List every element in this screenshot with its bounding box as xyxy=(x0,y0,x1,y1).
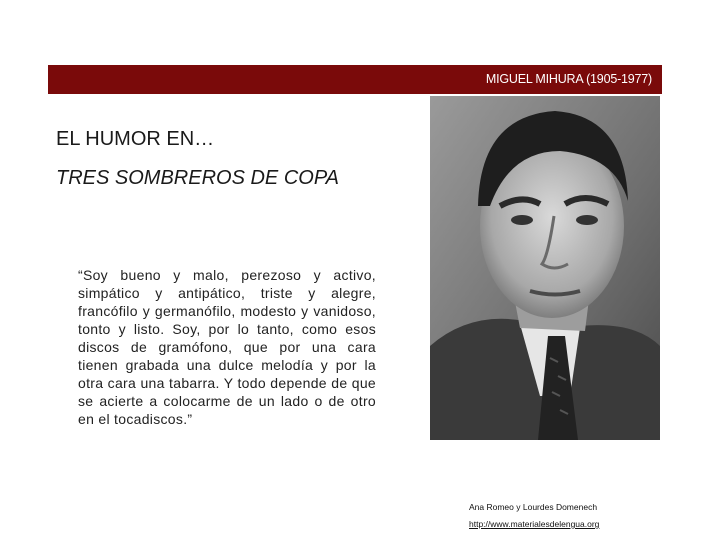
website-link[interactable]: http://www.materialesdelengua.org xyxy=(469,519,600,529)
author-quote: “Soy bueno y malo, perezoso y activo, simpático y antipático, triste y alegre, francófilo y germanófilo, modesto y vanidoso, tonto y listo. Soy, por lo tanto, como esos discos de gramófono, que por una cara tienen grabada una dulce melodía y por la otra cara una tabarra. Y todo depende de que se acierte a colocarme de un lado o de otro en el tocadiscos.” xyxy=(78,267,376,427)
author-name: MIGUEL MIHURA (1905-1977) xyxy=(485,72,652,86)
portrait-photo xyxy=(430,96,660,440)
title-banner xyxy=(48,65,662,94)
author-credit: Ana Romeo y Lourdes Domenech xyxy=(469,502,598,512)
slide-subheading: TRES SOMBREROS DE COPA xyxy=(56,167,340,189)
slide-heading: EL HUMOR EN… xyxy=(56,128,215,150)
